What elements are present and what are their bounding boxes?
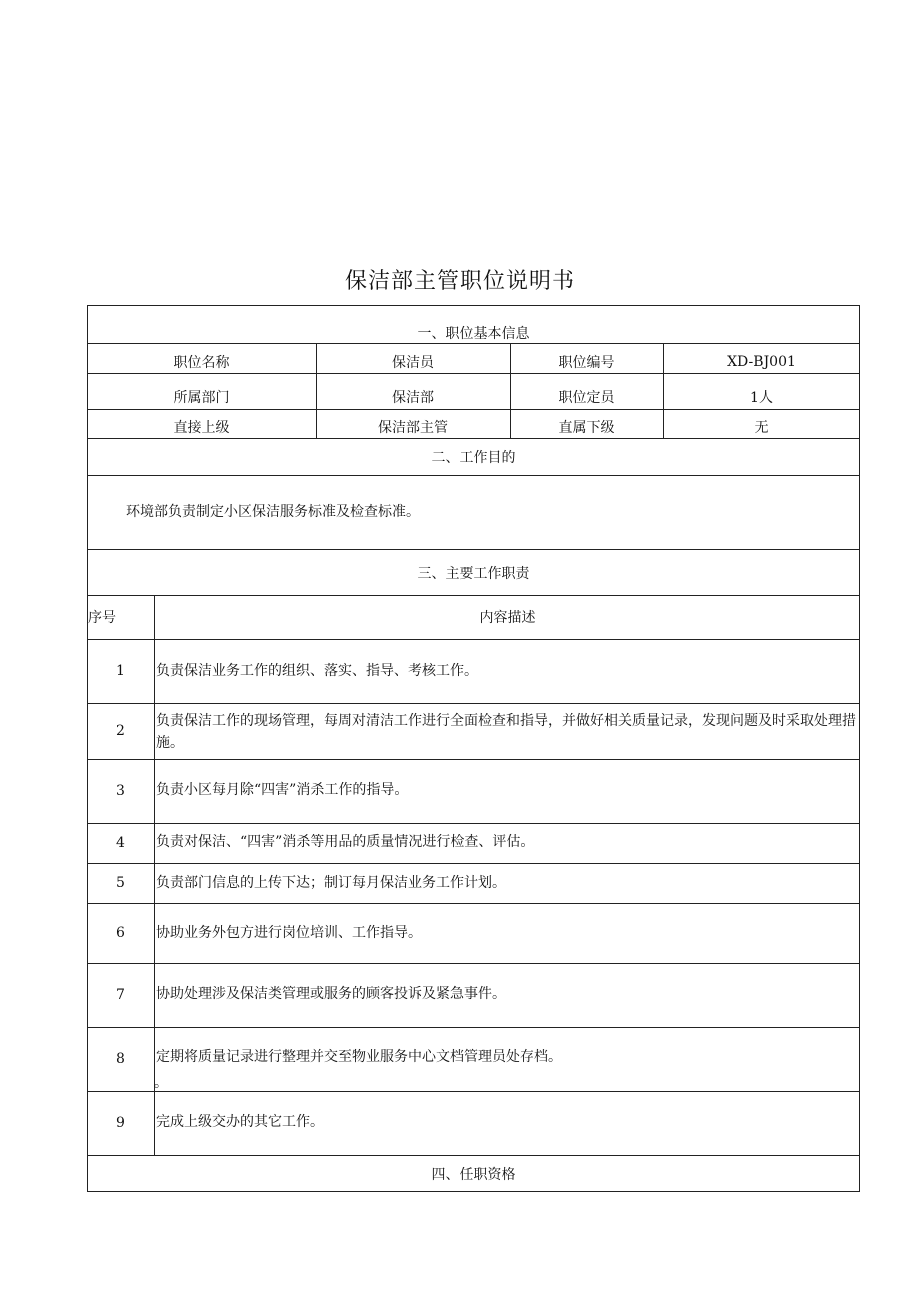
value-direct-superior: 保洁部主管: [378, 420, 448, 436]
duty-number: 6: [116, 925, 125, 941]
rule: [87, 823, 860, 824]
rule: [87, 595, 860, 596]
document-title: 保洁部主管职位说明书: [344, 269, 575, 294]
label-department: 所属部门: [173, 390, 230, 406]
duty-text: 定期将质量记录进行整理并交至物业服务中心文档管理员处存档。: [156, 1049, 562, 1065]
duty-number: 3: [116, 783, 125, 799]
rule: [87, 1155, 860, 1156]
duty-text: 协助业务外包方进行岗位培训、工作指导。: [156, 925, 422, 941]
value-position-name: 保洁员: [392, 355, 434, 371]
duty-number: 1: [116, 663, 125, 679]
value-position-code: XD-BJ001: [727, 354, 796, 370]
duty-number: 5: [116, 875, 125, 891]
duty-number: 4: [116, 835, 125, 851]
column-header-number: 序号: [88, 610, 116, 626]
duty-text: 负责对保洁、“四害”消杀等用品的质量情况进行检查、评估。: [156, 834, 535, 850]
duty-text: 负责小区每月除“四害”消杀工作的指导。: [156, 782, 409, 798]
section-basic-info-heading: 一、职位基本信息: [417, 326, 530, 342]
rule: [87, 903, 860, 904]
duty-stray-mark: 。: [154, 1075, 168, 1091]
column-header-description: 内容描述: [479, 610, 536, 626]
label-direct-subordinate: 直属下级: [558, 420, 615, 436]
rule: [87, 759, 860, 760]
duty-text: 负责保洁业务工作的组织、落实、指导、考核工作。: [156, 663, 478, 679]
duty-number: 8: [116, 1051, 125, 1067]
value-department: 保洁部: [392, 390, 434, 406]
rule: [87, 549, 860, 550]
purpose-text: 环境部负责制定小区保洁服务标准及检查标准。: [126, 504, 420, 520]
duty-text: 负责保洁工作的现场管理，每周对清洁工作进行全面检查和指导，并做好相关质量记录，发现问题及时采取处理措施。: [156, 713, 856, 751]
rule: [87, 639, 860, 640]
duty-text: 负责部门信息的上传下达；制订每月保洁业务工作计划。: [156, 875, 506, 891]
section-duties-heading: 三、主要工作职责: [417, 566, 530, 582]
rule: [87, 1027, 860, 1028]
duty-text: 完成上级交办的其它工作。: [156, 1114, 324, 1130]
rule: [87, 703, 860, 704]
value-headcount: 1人: [750, 390, 773, 406]
label-direct-superior: 直接上级: [173, 420, 230, 436]
rule: [87, 963, 860, 964]
rule: [87, 863, 860, 864]
section-qualifications-heading: 四、任职资格: [431, 1167, 516, 1183]
rule: [87, 475, 860, 476]
duty-text: 协助处理涉及保洁类管理或服务的顾客投诉及紧急事件。: [156, 986, 506, 1002]
duty-number: 9: [116, 1115, 125, 1131]
rule: [87, 1091, 860, 1092]
label-position-code: 职位编号: [558, 355, 615, 371]
duty-number: 2: [116, 723, 125, 739]
section-purpose-heading: 二、工作目的: [431, 450, 516, 466]
label-headcount: 职位定员: [558, 390, 615, 406]
duty-number: 7: [116, 987, 125, 1003]
rule: [154, 595, 155, 1155]
value-direct-subordinate: 无: [754, 420, 769, 436]
label-position-name: 职位名称: [173, 355, 230, 371]
